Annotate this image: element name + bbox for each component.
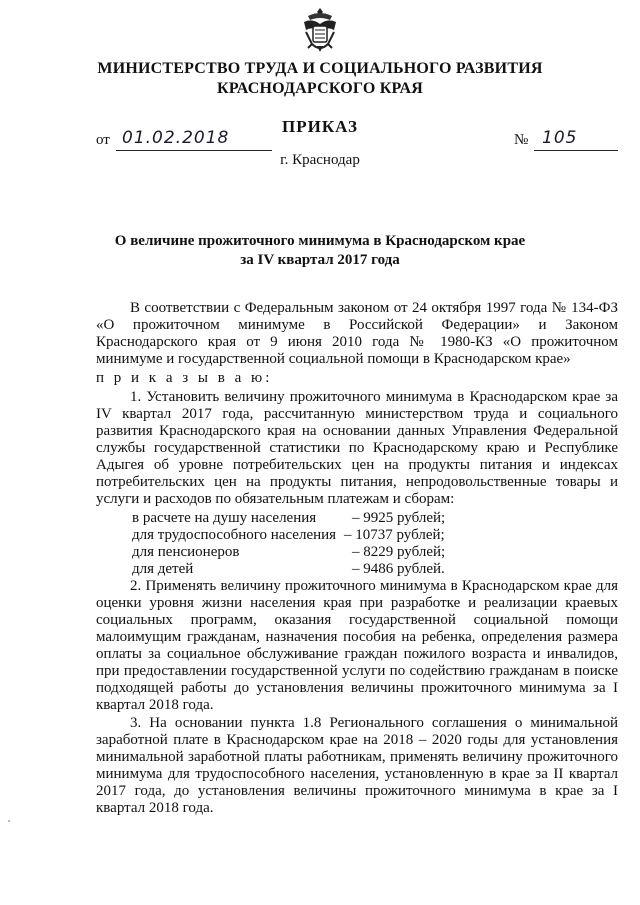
date-label: от [96, 132, 110, 148]
city: г. Краснодар [280, 152, 360, 168]
item-1-paragraph: 1. Установить величину прожиточного минимума в Краснодарском крае за IV квартал 2017 года, рассчитанную министерством труда и социального развития Краснодарского края на основании данных Управления Федеральной службы государственной статистики по Краснодарскому краю и Республике Адыгея об уровне потребительских цен на продукты питания и индексах потребительских цен на продукты питания, непродовольственные товары и услуги и расходов по обязательным платежам и сборам: [96, 389, 618, 507]
rate-value: – 8229 рублей; [352, 544, 446, 560]
order-title: ПРИКАЗ [282, 117, 358, 136]
subject-line1: О величине прожиточного минимума в Краснодарском крае [114, 233, 526, 249]
rate-label: для детей [132, 561, 194, 577]
item-2-paragraph: 2. Применять величину прожиточного минимума в Краснодарском крае для оценки уровня жизни населения края при разработке и реализации краевых социальных программ, оказания государственной социальной помощи малоимущим гражданам, назначения пособия на ребенка, определения размера оплаты за социальное обслуживание граждан пожилого возраста и инвалидов, при предоставлении государственной услуги по содействию гражданам в поиске подходящей работы до установления величины прожиточного минимума за I квартал 2018 года. [96, 578, 618, 713]
item-3-paragraph: 3. На основании пункта 1.8 Регионального соглашения о минимальной заработной плате в Краснодарском крае на 2018 – 2020 годы для установления минимальной заработной платы работникам, применять величину прожиточного минимума для трудоспособного населения, установленную в крае за II квартал 2017 года, до установления величины прожиточного минимума в крае за I квартал 2018 года. [96, 715, 618, 816]
scan-speck [8, 820, 10, 822]
ministry-name-line1: МИНИСТЕРСТВО ТРУДА И СОЦИАЛЬНОГО РАЗВИТИЯ [97, 60, 543, 77]
rate-label: для трудоспособного населения [132, 527, 337, 543]
rate-value: – 9486 рублей. [352, 561, 445, 577]
coat-of-arms-icon [300, 6, 340, 54]
date-underline [116, 150, 272, 151]
number-value: 105 [542, 128, 578, 148]
number-label: № [514, 132, 529, 148]
decree-word: п р и к а з ы в а ю: [96, 370, 273, 386]
date-value: 01.02.2018 [122, 128, 230, 148]
rate-label: в расчете на душу населения [132, 510, 317, 526]
preamble-paragraph: В соответствии с Федеральным законом от 24 октября 1997 года № 134-ФЗ «О прожиточном минимуме в Российской Федерации» и Законом Краснодарского края от 9 июня 2010 года № 1980-КЗ «О прожиточном минимуме и государственной социальной помощи в Краснодарском крае» [96, 300, 618, 367]
subject-line2: за IV квартал 2017 года [240, 252, 400, 268]
rate-value: – 9925 рублей; [352, 510, 446, 526]
rate-value: – 10737 рублей; [344, 527, 445, 543]
ministry-name-line2: КРАСНОДАРСКОГО КРАЯ [217, 80, 423, 97]
rate-label: для пенсионеров [132, 544, 240, 560]
number-underline [534, 150, 618, 151]
